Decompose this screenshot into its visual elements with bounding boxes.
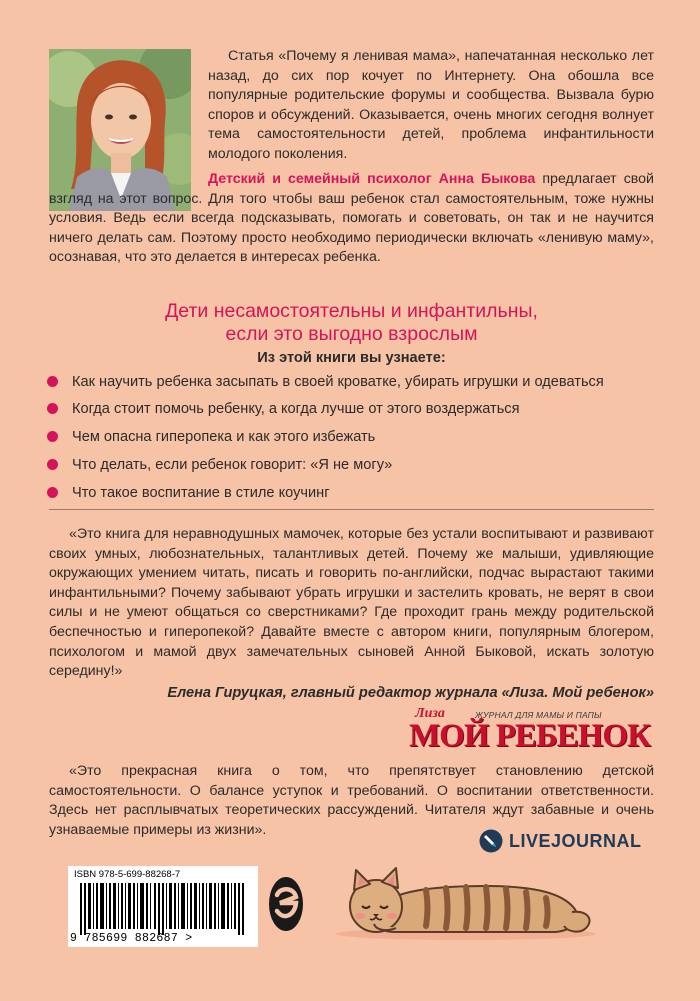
bullet-icon — [47, 459, 58, 470]
list-item: Когда стоит помочь ребенку, а когда лучше от этого воздержаться — [47, 400, 667, 418]
intro-text-2a: предлагает свой взгляд на этот вопрос. — [49, 171, 654, 207]
intro-text-2b: Для того чтобы ваш ребенок стал самостоятельным, тоже нужны условия. Ведь если всегда подсказывать, помогать и советовать, он так и не научится ничего делать сам. Поэтому просто необходимо периодически включать «ленивую маму», осознавая, что это делается в интересах ребенка. — [49, 190, 654, 265]
author-highlight: Детский и семейный психолог Анна Быкова — [208, 171, 536, 187]
intro-author-paragraph — [49, 170, 654, 268]
bullet-icon — [47, 487, 58, 498]
quote-editor — [49, 525, 654, 682]
barcode-bars — [80, 883, 248, 935]
headline — [49, 300, 654, 346]
livejournal-icon — [479, 829, 503, 853]
learn-title: Из этой книги вы узнаете: — [257, 350, 446, 366]
barcode-digits: 9 785699 882687 > — [70, 932, 193, 945]
bullet-icon — [47, 403, 58, 414]
isbn-label: ISBN 978-5-699-88268-7 — [74, 869, 181, 880]
bullet-icon — [47, 376, 58, 387]
magazine-logo-tagline: ЖУРНАЛ ДЛЯ МАМЫ И ПАПЫ — [475, 710, 602, 720]
list-item: Что такое воспитание в стиле коучинг — [47, 484, 667, 502]
barcode — [68, 866, 258, 947]
headline-line-1: Дети несамостоятельны и инфантильны, — [165, 300, 538, 322]
quote-livejournal-text: «Это прекрасная книга о том, что препятствует становлению детской самостоятельности. О балансе уступок и требований. О воспитании ответственности. Здесь нет расплывчатых теоретических рассуждений. Читателя ждут забавные и очень узнаваемые примеры из жизни». — [49, 763, 654, 838]
livejournal-label: LIVEJOURNAL — [509, 831, 642, 851]
quote-editor-signature: Елена Гируцкая, главный редактор журнала «Лиза. Мой ребенок» — [167, 685, 654, 701]
list-item: Как научить ребенка засыпать в своей кроватке, убирать игрушки и одеваться — [47, 373, 667, 391]
magazine-logo — [409, 706, 659, 754]
list-item: Чем опасна гиперопека и как этого избежать — [47, 428, 667, 446]
quote-editor-text: «Это книга для неравнодушных мамочек, которые без устали воспитывают и развивают своих умных, любознательных, талантливых детей. Почему же малыши, удивляющие окружающих умением читать, писать и говорить по-английски, подчас вырастают такими инфантильными? Почему забывают убрать игрушки и застелить кровать, не верят в свои силы и не умеют общаться со сверстниками? Где проходит грань между родительской беспечностью и гиперопекой? Давайте вместе с автором книги, популярным блогером, психологом и мамой двух замечательных сыновей Анной Быковой, искать золотую середину!» — [49, 526, 654, 680]
list-item: Что делать, если ребенок говорит: «Я не могу» — [47, 456, 667, 474]
intro-text: Статья «Почему я ленивая мама», напечатанная несколько лет назад, до сих пор кочует по Интернету. Она обошла все популярные родительские форумы и сообщества. Вызвала бурю споров и обсуждений. Оказывается, очень многих сегодня волнует тема самостоятельности детей, проблема инфантильности молодого поколения. — [208, 48, 654, 162]
learn-list — [47, 373, 667, 512]
bullet-icon — [47, 431, 58, 442]
eksmo-logo-icon — [266, 873, 306, 935]
divider — [49, 509, 654, 510]
magazine-logo-liza: Лиза — [415, 706, 445, 721]
intro-paragraph — [208, 47, 654, 164]
headline-line-2: если это выгодно взрослым — [225, 323, 478, 345]
livejournal-logo — [479, 829, 659, 853]
magazine-logo-name: МОЙ РЕБЕНОК — [409, 718, 650, 754]
sleeping-cat-illustration — [316, 862, 596, 942]
